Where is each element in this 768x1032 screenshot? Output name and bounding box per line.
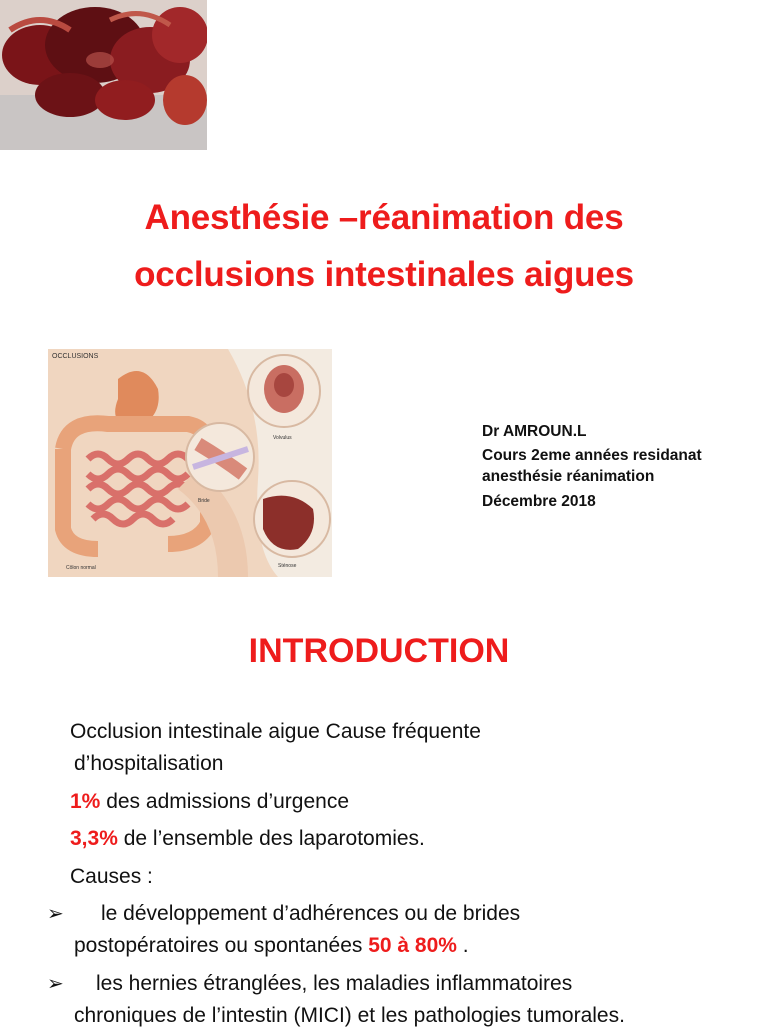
slide-title-line1: Anesthésie –réanimation des [144, 198, 624, 237]
caption-occlusions: OCCLUSIONS [52, 353, 99, 360]
stat2-text: de l’ensemble des laparotomies. [117, 827, 425, 850]
intro-line2: d’hospitalisation [74, 752, 224, 775]
introduction-heading: INTRODUCTION [248, 632, 510, 670]
cause1-prefix: postopératoires ou spontanées [74, 934, 369, 957]
course-line2: anesthésie réanimation [482, 468, 655, 485]
bullet-arrow-icon: ➢ [47, 973, 64, 995]
intro-line1: Occlusion intestinale aigue Cause fréquente [70, 720, 481, 743]
cause2-line1: les hernies étranglées, les maladies inflammatoires [96, 972, 573, 995]
cause1-suffix: . [456, 934, 469, 957]
bullet-arrow-icon: ➢ [47, 903, 64, 925]
caption-volvulus: Volvulus [273, 435, 292, 441]
slide-title-line2: occlusions intestinales aigues [134, 255, 634, 294]
author-block [482, 421, 752, 512]
stat1-value: 1% [70, 790, 101, 813]
caption-colon: Côlon normal [66, 565, 96, 571]
stat-admissions [70, 786, 349, 818]
intestinal-occlusion-illustration [48, 349, 332, 577]
stat2-value: 3,3% [70, 827, 118, 850]
stat-laparotomies [70, 823, 425, 855]
caption-stenose: Sténose [278, 563, 297, 569]
date: Décembre 2018 [482, 493, 596, 510]
causes-label: Causes : [70, 865, 153, 888]
caption-bride: Bride [198, 498, 210, 504]
cause1-line2 [74, 930, 469, 962]
stat1-text: des admissions d’urgence [100, 790, 349, 813]
surgical-photo-icon [0, 0, 207, 150]
cause1-value: 50 à 80% [368, 934, 457, 957]
author-name: Dr AMROUN.L [482, 423, 587, 440]
cause2-line2: chroniques de l’intestin (MICI) et les pathologies tumorales. [74, 1004, 625, 1027]
course-line1: Cours 2eme années residanat [482, 447, 702, 464]
cause1-line1: le développement d’adhérences ou de brides [101, 902, 521, 925]
